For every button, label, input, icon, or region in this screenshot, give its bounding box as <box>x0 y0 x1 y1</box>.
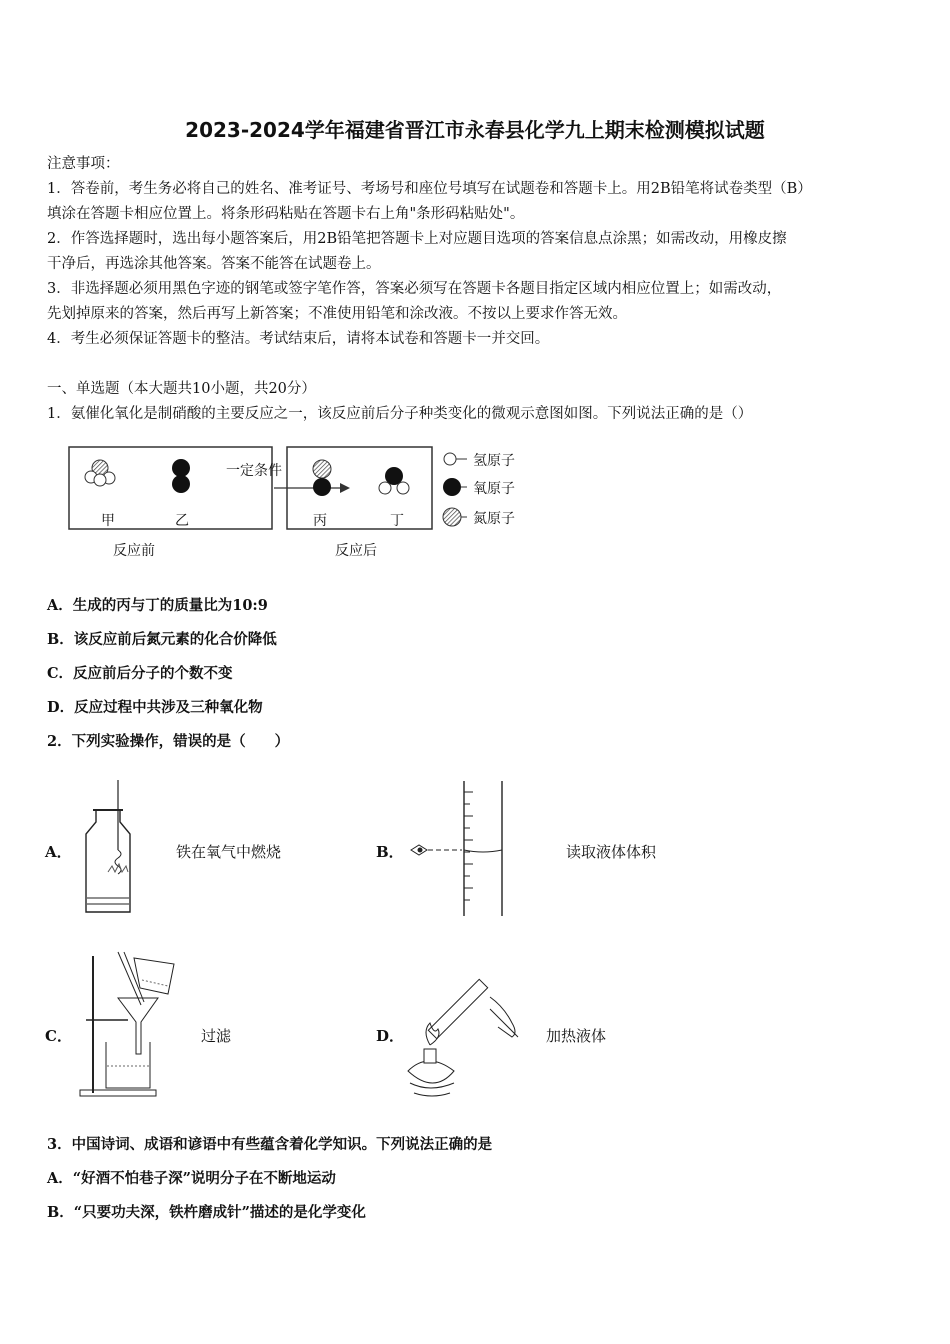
section-heading: 一、单选题（本大题共10小题，共20分） <box>47 381 316 397</box>
q1-option-a: A．生成的丙与丁的质量比为10:9 <box>47 597 268 614</box>
legend-hydrogen <box>444 453 456 465</box>
notice-line: 1．答卷前，考生务必将自己的姓名、准考证号、考场号和座位号填写在试题卷和答题卡上。用2B铅笔将试卷类型（B） <box>47 181 812 197</box>
notice-line: 填涂在答题卡相应位置上。将条形码粘贴在答题卡右上角"条形码粘贴处"。 <box>47 206 525 222</box>
q2-option-b-letter: B． <box>376 843 404 861</box>
legend-hydrogen-label: 氢原子 <box>473 453 515 469</box>
question-3-stem: 3．中国诗词、成语和谚语中有些蕴含着化学知识。下列说法正确的是 <box>47 1136 493 1153</box>
ammonia-molecule <box>85 460 115 486</box>
q2-option-d-letter: D． <box>376 1027 405 1045</box>
q3-option-a: A．“好酒不怕巷子深”说明分子在不断地运动 <box>47 1170 336 1187</box>
legend-oxygen-label: 氧原子 <box>473 481 515 497</box>
q1-option-d: D．反应过程中共涉及三种氧化物 <box>47 699 263 716</box>
heating-liquid-image <box>402 975 527 1100</box>
page-title: 2023-2024学年福建省晋江市永春县化学九上期末检测模拟试题 <box>185 118 765 142</box>
notice-heading: 注意事项： <box>47 156 120 172</box>
question-1-stem: 1．氨催化氧化是制硝酸的主要反应之一，该反应前后分子种类变化的微观示意图如图。下列说法正确的是（） <box>47 406 753 422</box>
oxygen-molecule <box>172 459 190 493</box>
label-bing: 丙 <box>313 513 327 529</box>
cylinder-reading-image <box>405 778 515 920</box>
legend-nitrogen-label: 氮原子 <box>473 511 515 527</box>
legend-oxygen <box>443 478 461 496</box>
notice-line: 2．作答选择题时，选出每小题答案后，用2B铅笔把答题卡上对应题目选项的答案信息点涂黑；如需改动，用橡皮擦 <box>47 231 787 247</box>
q2-option-c-letter: C． <box>45 1027 72 1045</box>
label-condition: 一定条件 <box>226 463 282 479</box>
notice-line: 干净后，再选涂其他答案。答案不能答在试题卷上。 <box>47 256 381 272</box>
label-ding: 丁 <box>390 513 404 529</box>
q2-option-a-label: 铁在氧气中燃烧 <box>176 843 282 861</box>
label-after: 反应后 <box>335 543 377 559</box>
q1-option-c: C．反应前后分子的个数不变 <box>47 665 233 682</box>
notice-line: 4．考生必须保证答题卡的整洁。考试结束后，请将本试卷和答题卡一并交回。 <box>47 331 550 347</box>
q2-option-a-letter: A． <box>45 843 72 861</box>
water-molecule <box>379 467 409 494</box>
filtration-image <box>78 950 188 1100</box>
question-2-stem: 2．下列实验操作，错误的是（ ） <box>47 733 290 750</box>
q2-option-d-label: 加热液体 <box>546 1027 607 1045</box>
q2-option-c-label: 过滤 <box>201 1027 232 1045</box>
label-before: 反应前 <box>113 543 155 559</box>
q1-option-b: B．该反应前后氮元素的化合价降低 <box>47 631 277 648</box>
label-yi: 乙 <box>175 513 189 529</box>
legend-nitrogen <box>443 508 461 526</box>
label-jia: 甲 <box>101 513 115 529</box>
q3-option-b: B．“只要功夫深，铁杵磨成针”描述的是化学变化 <box>47 1204 366 1221</box>
notice-line: 3．非选择题必须用黑色字迹的钢笔或签字笔作答，答案必须写在答题卡各题目指定区域内相应位置上；如需改动， <box>47 281 782 297</box>
no-molecule <box>313 460 331 496</box>
q2-option-b-label: 读取液体体积 <box>566 843 657 861</box>
iron-burning-image <box>78 778 138 918</box>
arrow-head <box>340 483 350 493</box>
notice-line: 先划掉原来的答案，然后再写上新答案；不准使用铅笔和涂改液。不按以上要求作答无效。 <box>47 306 627 322</box>
